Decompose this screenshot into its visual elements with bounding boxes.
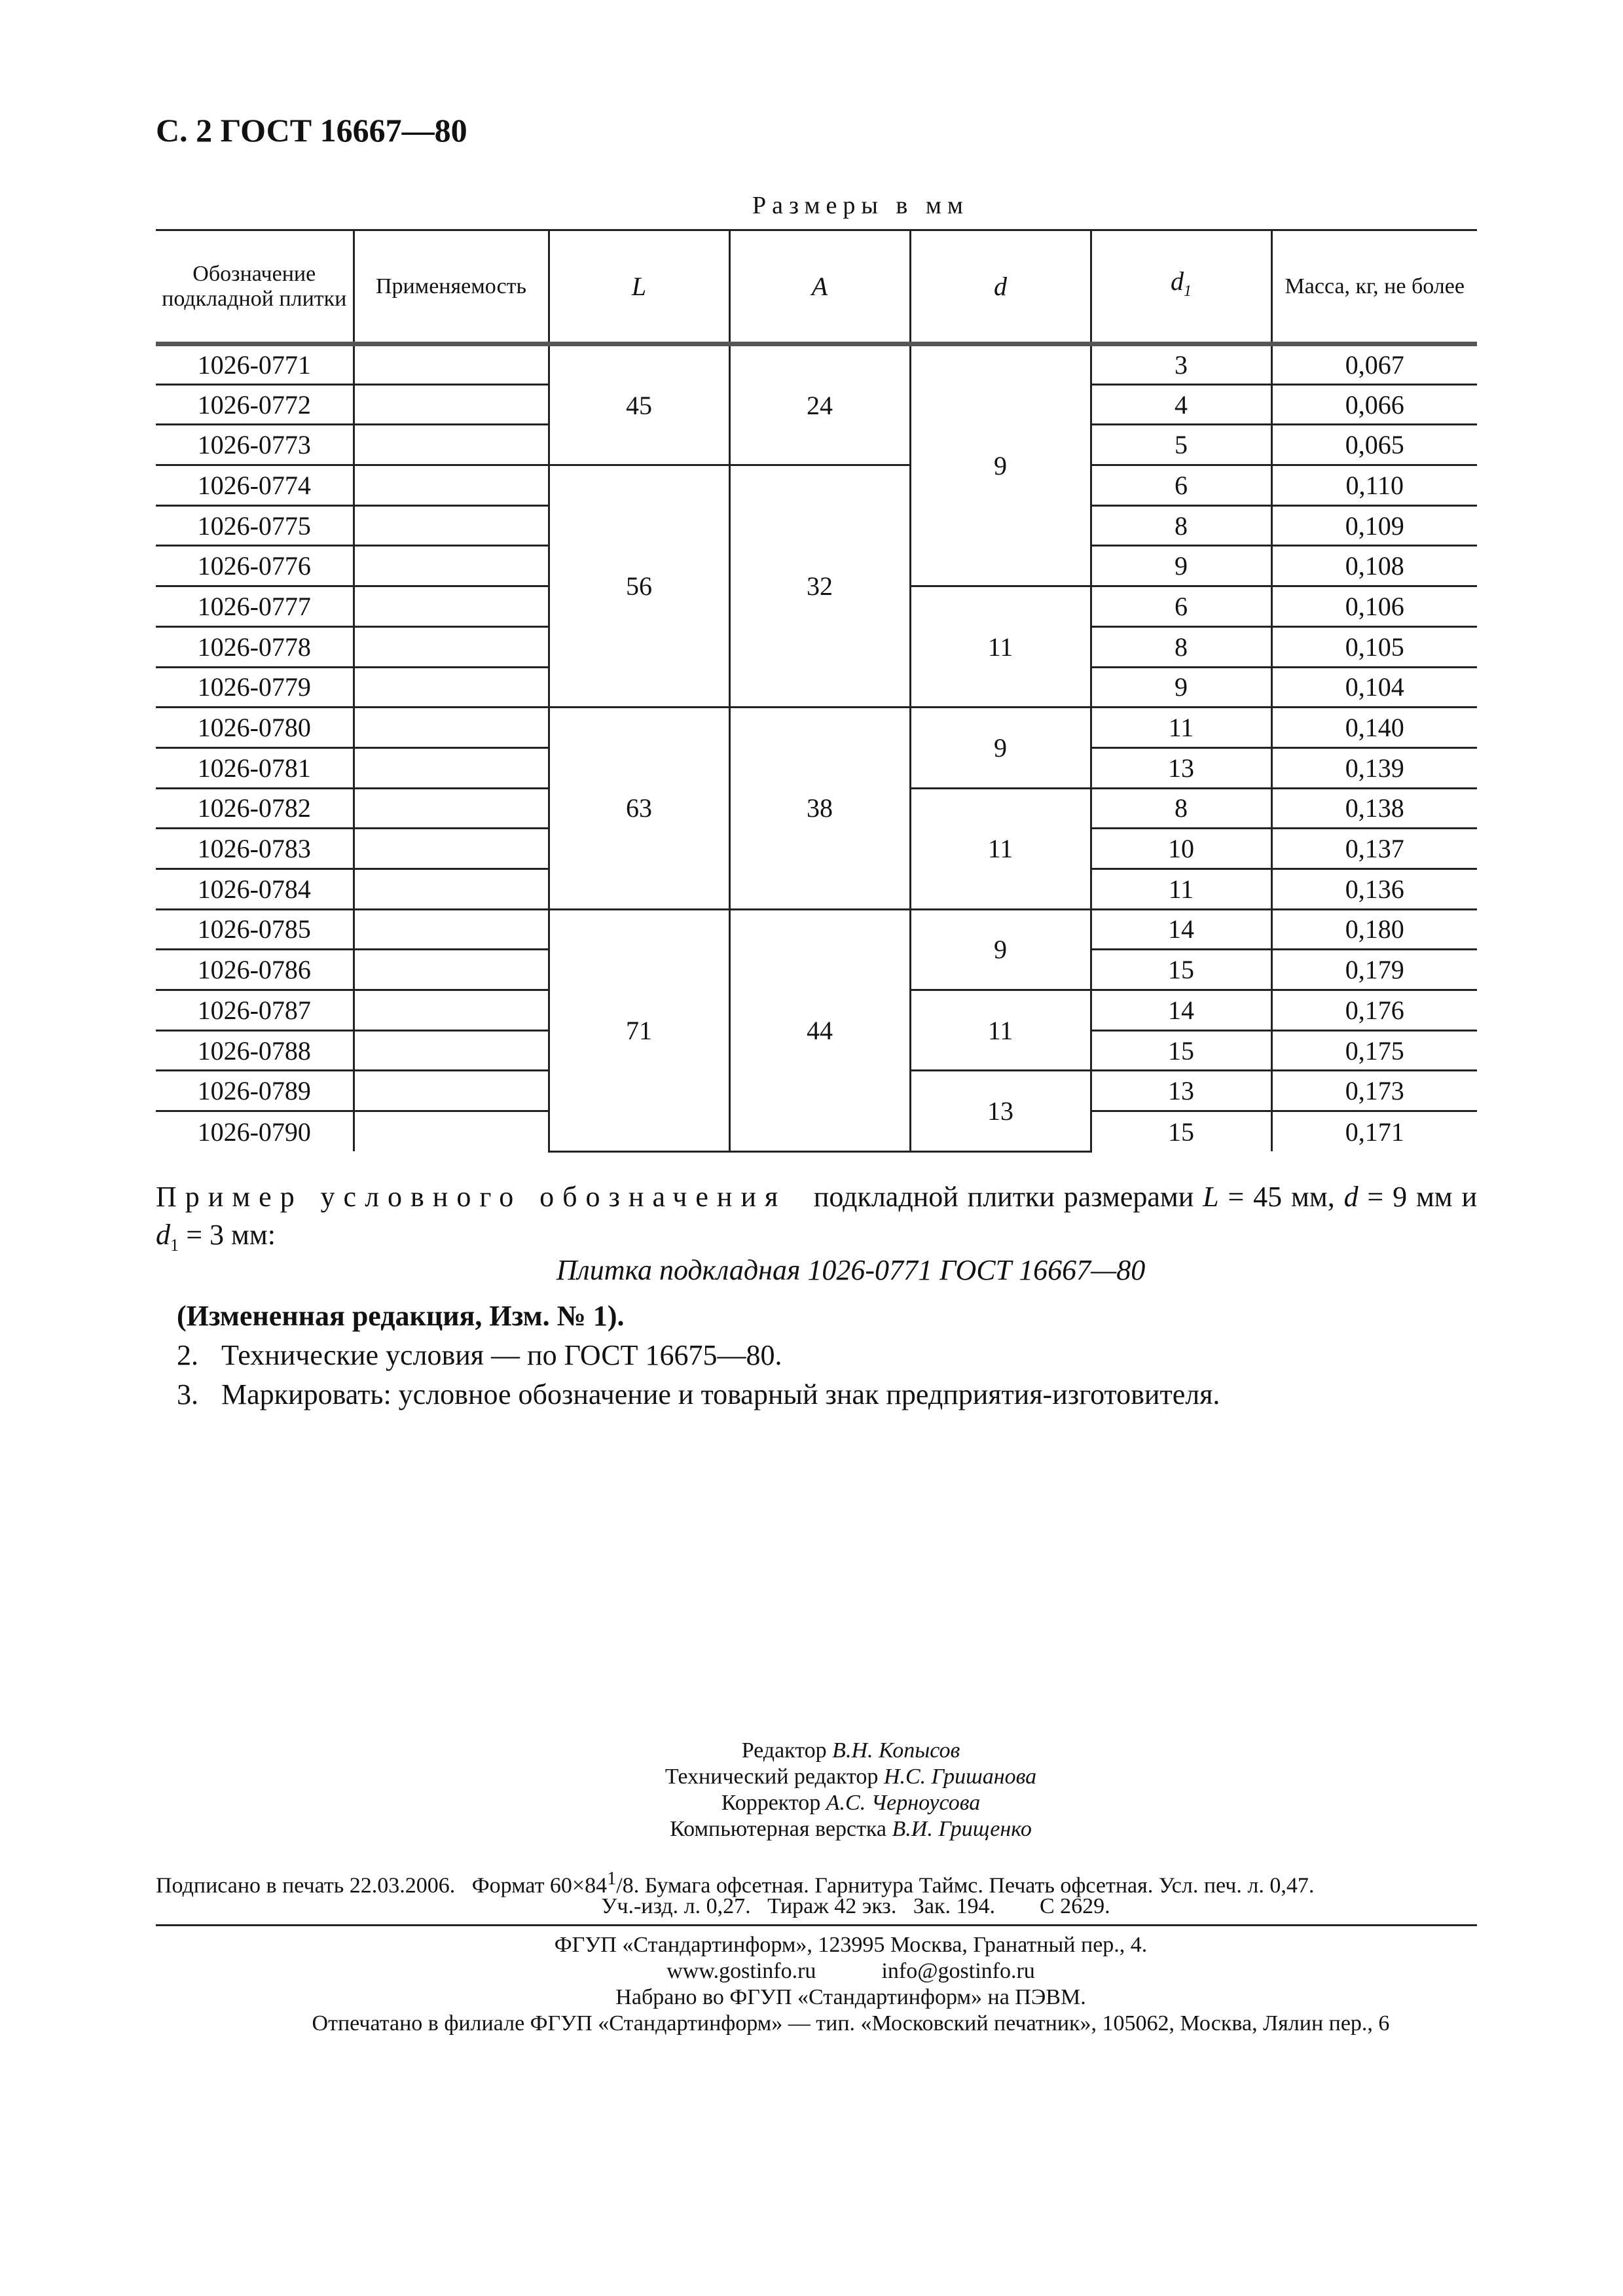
cell-d1: 14 bbox=[1091, 909, 1271, 950]
cell-designation: 1026-0781 bbox=[156, 747, 354, 788]
cell-mass: 0,104 bbox=[1271, 667, 1477, 708]
cell-A: 38 bbox=[729, 708, 910, 909]
example-text: подкладной плитки размерами bbox=[813, 1181, 1194, 1213]
cell-d1: 13 bbox=[1091, 747, 1271, 788]
cell-applicability bbox=[354, 626, 549, 667]
imprint-line-2: Уч.-изд. л. 0,27. Тираж 42 экз. Зак. 194. С 2629. bbox=[601, 1894, 1110, 1918]
cell-designation: 1026-0786 bbox=[156, 950, 354, 990]
cell-A: 32 bbox=[729, 465, 910, 708]
header-L: L bbox=[549, 230, 729, 344]
cell-designation: 1026-0787 bbox=[156, 990, 354, 1031]
cell-mass: 0,176 bbox=[1271, 990, 1477, 1031]
cell-mass: 0,180 bbox=[1271, 909, 1477, 950]
header-d1-symbol: d bbox=[1171, 266, 1184, 296]
note-text: Технические условия — по ГОСТ 16675—80. bbox=[221, 1339, 782, 1371]
cell-d1: 6 bbox=[1091, 586, 1271, 627]
cell-designation: 1026-0771 bbox=[156, 344, 354, 385]
cell-mass: 0,138 bbox=[1271, 788, 1477, 829]
example-designation: Плитка подкладная 1026-0771 ГОСТ 16667—80 bbox=[556, 1254, 1146, 1286]
header-mass: Масса, кг, не более bbox=[1271, 230, 1477, 344]
designation-example bbox=[156, 1178, 1477, 1264]
cell-designation: 1026-0782 bbox=[156, 788, 354, 829]
note-3 bbox=[177, 1378, 1220, 1411]
header-d1 bbox=[1091, 230, 1271, 344]
cell-mass: 0,110 bbox=[1271, 465, 1477, 506]
cell-d1: 5 bbox=[1091, 425, 1271, 465]
example-d1-symbol: d bbox=[156, 1219, 170, 1251]
cell-designation: 1026-0789 bbox=[156, 1071, 354, 1111]
cell-d1: 9 bbox=[1091, 667, 1271, 708]
cell-mass: 0,109 bbox=[1271, 505, 1477, 546]
table-body bbox=[156, 344, 1477, 1152]
cell-d: 11 bbox=[910, 990, 1091, 1071]
cell-designation: 1026-0778 bbox=[156, 626, 354, 667]
note-2 bbox=[177, 1338, 782, 1372]
cell-applicability bbox=[354, 465, 549, 506]
cell-d1: 8 bbox=[1091, 505, 1271, 546]
cell-designation: 1026-0788 bbox=[156, 1030, 354, 1071]
cell-L: 63 bbox=[549, 708, 729, 909]
header-A: A bbox=[729, 230, 910, 344]
printed-note: Отпечатано в филиале ФГУП «Стандартинформ» — тип. «Московский печатник», 105062, Москва, Лялин пер., 6 bbox=[312, 2011, 1390, 2036]
cell-applicability bbox=[354, 384, 549, 425]
cell-mass: 0,105 bbox=[1271, 626, 1477, 667]
amendment-note: (Измененная редакция, Изм. № 1). bbox=[177, 1300, 625, 1332]
note-number: 3. bbox=[177, 1378, 198, 1410]
credit-editor: Редактор В.Н. Копысов bbox=[741, 1738, 960, 1763]
cell-designation: 1026-0785 bbox=[156, 909, 354, 950]
cell-applicability bbox=[354, 788, 549, 829]
cell-d: 9 bbox=[910, 909, 1091, 990]
cell-applicability bbox=[354, 950, 549, 990]
example-d-value: = 9 мм и bbox=[1367, 1181, 1478, 1213]
example-d1-value: = 3 мм: bbox=[186, 1219, 276, 1251]
cell-applicability bbox=[354, 505, 549, 546]
cell-applicability bbox=[354, 586, 549, 627]
cell-designation: 1026-0777 bbox=[156, 586, 354, 627]
table-row bbox=[156, 465, 1477, 506]
cell-d1: 9 bbox=[1091, 546, 1271, 586]
cell-d1: 14 bbox=[1091, 990, 1271, 1031]
cell-applicability bbox=[354, 747, 549, 788]
typeset-note: Набрано во ФГУП «Стандартинформ» на ПЭВМ. bbox=[615, 1985, 1086, 2009]
cell-mass: 0,140 bbox=[1271, 708, 1477, 748]
table-header-row bbox=[156, 230, 1477, 344]
header-d: d bbox=[910, 230, 1091, 344]
publisher-address: ФГУП «Стандартинформ», 123995 Москва, Гранатный пер., 4. bbox=[554, 1933, 1148, 1957]
cell-mass: 0,106 bbox=[1271, 586, 1477, 627]
cell-designation: 1026-0774 bbox=[156, 465, 354, 506]
cell-applicability bbox=[354, 869, 549, 909]
cell-mass: 0,139 bbox=[1271, 747, 1477, 788]
cell-d: 9 bbox=[910, 708, 1091, 788]
note-text: Маркировать: условное обозначение и товарный знак предприятия-изготовителя. bbox=[221, 1378, 1220, 1410]
cell-d: 11 bbox=[910, 586, 1091, 708]
cell-mass: 0,173 bbox=[1271, 1071, 1477, 1111]
cell-mass: 0,175 bbox=[1271, 1030, 1477, 1071]
header-applicability: Применяемость bbox=[354, 230, 549, 344]
cell-L: 56 bbox=[549, 465, 729, 708]
cell-mass: 0,137 bbox=[1271, 829, 1477, 869]
header-d1-subscript: 1 bbox=[1184, 283, 1192, 300]
cell-mass: 0,067 bbox=[1271, 344, 1477, 385]
cell-designation: 1026-0790 bbox=[156, 1111, 354, 1152]
cell-d: 9 bbox=[910, 344, 1091, 586]
example-d-symbol: d bbox=[1343, 1181, 1359, 1213]
cell-applicability bbox=[354, 909, 549, 950]
cell-d1: 15 bbox=[1091, 950, 1271, 990]
note-number: 2. bbox=[177, 1339, 198, 1371]
cell-applicability bbox=[354, 425, 549, 465]
cell-designation: 1026-0783 bbox=[156, 829, 354, 869]
cell-applicability bbox=[354, 546, 549, 586]
cell-d: 13 bbox=[910, 1071, 1091, 1151]
cell-L: 71 bbox=[549, 909, 729, 1151]
cell-d1: 3 bbox=[1091, 344, 1271, 385]
cell-designation: 1026-0773 bbox=[156, 425, 354, 465]
cell-mass: 0,171 bbox=[1271, 1111, 1477, 1152]
cell-d: 11 bbox=[910, 788, 1091, 909]
cell-applicability bbox=[354, 667, 549, 708]
cell-designation: 1026-0779 bbox=[156, 667, 354, 708]
publisher-info bbox=[0, 1932, 1623, 2037]
cell-mass: 0,066 bbox=[1271, 384, 1477, 425]
cell-d1: 8 bbox=[1091, 626, 1271, 667]
example-L-symbol: L bbox=[1203, 1181, 1219, 1213]
table-row bbox=[156, 344, 1477, 385]
cell-d1: 4 bbox=[1091, 384, 1271, 425]
cell-applicability bbox=[354, 1071, 549, 1111]
cell-applicability bbox=[354, 1030, 549, 1071]
website-link[interactable]: www.gostinfo.ru bbox=[666, 1959, 816, 1983]
cell-d1: 6 bbox=[1091, 465, 1271, 506]
cell-d1: 15 bbox=[1091, 1030, 1271, 1071]
cell-mass: 0,136 bbox=[1271, 869, 1477, 909]
editorial-credits bbox=[0, 1738, 1623, 1842]
cell-applicability bbox=[354, 829, 549, 869]
credit-layout: Компьютерная верстка В.И. Грищенко bbox=[670, 1817, 1032, 1841]
cell-mass: 0,065 bbox=[1271, 425, 1477, 465]
publisher-contacts bbox=[79, 1958, 1623, 1984]
cell-mass: 0,108 bbox=[1271, 546, 1477, 586]
example-L-value: = 45 мм, bbox=[1228, 1181, 1335, 1213]
cell-designation: 1026-0772 bbox=[156, 384, 354, 425]
page-header: С. 2 ГОСТ 16667—80 bbox=[156, 112, 467, 149]
cell-applicability bbox=[354, 1111, 549, 1152]
cell-d1: 13 bbox=[1091, 1071, 1271, 1111]
cell-L: 45 bbox=[549, 344, 729, 465]
table-row bbox=[156, 708, 1477, 748]
cell-applicability bbox=[354, 990, 549, 1031]
cell-d1: 11 bbox=[1091, 708, 1271, 748]
cell-d1: 10 bbox=[1091, 829, 1271, 869]
table-row bbox=[156, 909, 1477, 950]
divider-rule bbox=[156, 1924, 1477, 1926]
email-link[interactable]: info@gostinfo.ru bbox=[881, 1959, 1035, 1983]
cell-designation: 1026-0776 bbox=[156, 546, 354, 586]
cell-designation: 1026-0784 bbox=[156, 869, 354, 909]
cell-mass: 0,179 bbox=[1271, 950, 1477, 990]
cell-d1: 15 bbox=[1091, 1111, 1271, 1152]
table-caption: Размеры в мм bbox=[752, 192, 969, 219]
cell-d1: 11 bbox=[1091, 869, 1271, 909]
credit-proofreader: Корректор А.С. Черноусова bbox=[721, 1791, 981, 1815]
header-designation: Обозначение подкладной плитки bbox=[156, 230, 354, 344]
cell-designation: 1026-0775 bbox=[156, 505, 354, 546]
cell-designation: 1026-0780 bbox=[156, 708, 354, 748]
cell-A: 24 bbox=[729, 344, 910, 465]
example-lead: Пример условного обозначения bbox=[156, 1181, 787, 1213]
cell-A: 44 bbox=[729, 909, 910, 1151]
imprint-line-1: Подписано в печать 22.03.2006. Формат $60\times 84^1/8$. Бумага офсетная. Гарнитура Таймс. Печать офсетная. Усл. печ. л. 0,47. bbox=[156, 1869, 1315, 1898]
cell-applicability bbox=[354, 344, 549, 385]
cell-d1: 8 bbox=[1091, 788, 1271, 829]
example-d1-subscript: 1 bbox=[170, 1234, 179, 1255]
credit-tech-editor: Технический редактор Н.С. Гришанова bbox=[665, 1765, 1037, 1789]
cell-applicability bbox=[354, 708, 549, 748]
dimensions-table bbox=[156, 229, 1477, 1153]
